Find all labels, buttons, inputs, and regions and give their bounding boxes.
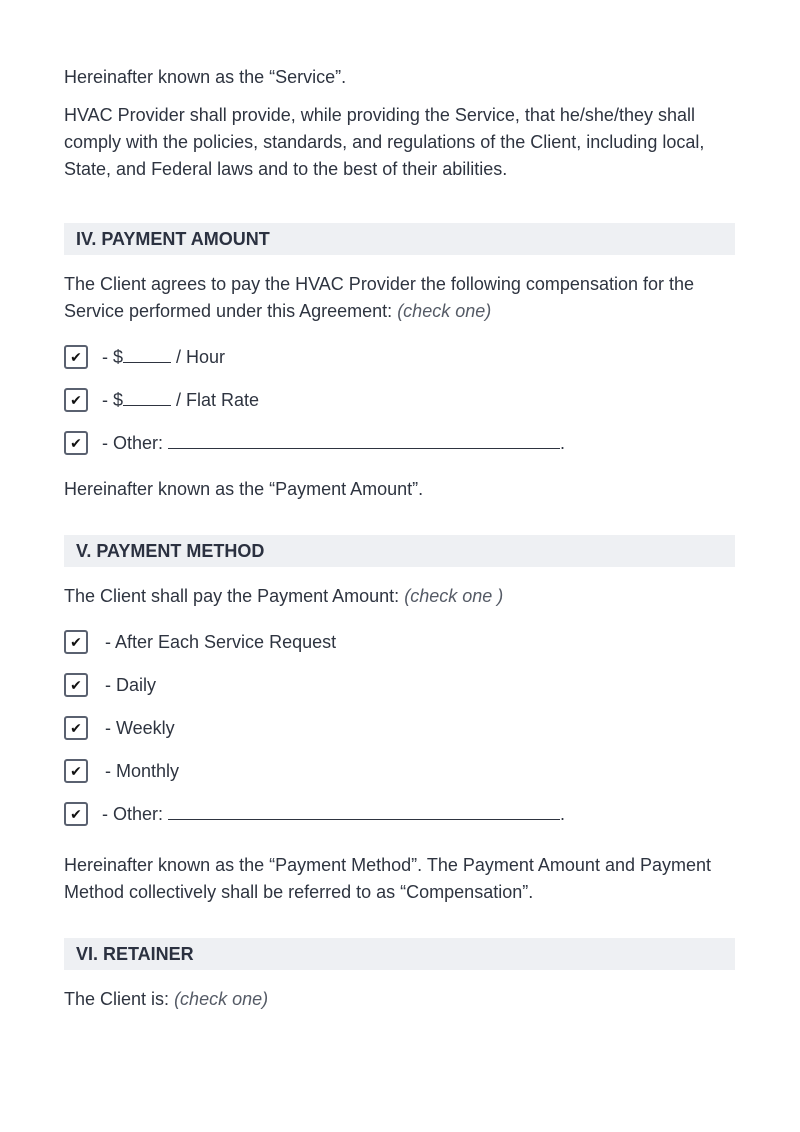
section-heading-retainer xyxy=(64,938,735,970)
option-prefix: - $ xyxy=(102,347,124,367)
option-label: - Daily xyxy=(105,675,157,695)
service-known-as: Hereinafter known as the “Service”. xyxy=(64,67,347,87)
section-heading-payment-method xyxy=(64,535,735,567)
other-blank[interactable] xyxy=(168,430,560,449)
section-heading-text: IV. PAYMENT AMOUNT xyxy=(76,229,270,249)
payment-amount-intro-text: The Client agrees to pay the HVAC Provider the following compensation for the Service performed under this Agreement: xyxy=(64,274,694,321)
checkbox-daily[interactable]: ✔ xyxy=(64,673,88,697)
payment-method-known-as: Hereinafter known as the “Payment Method”. The Payment Amount and Payment Method collectively shall be referred to as “Compensation”. xyxy=(64,855,712,902)
checkbox-weekly[interactable]: ✔ xyxy=(64,716,88,740)
checkbox-flat-rate[interactable]: ✔ xyxy=(64,388,88,412)
option-label xyxy=(102,344,225,370)
payment-amount-known-as: Hereinafter known as the “Payment Amount”. xyxy=(64,479,424,499)
checkbox-hourly[interactable]: ✔ xyxy=(64,345,88,369)
section-heading-text: V. PAYMENT METHOD xyxy=(76,541,265,561)
checkbox-other[interactable]: ✔ xyxy=(64,431,88,455)
payment-method-intro-text: The Client shall pay the Payment Amount: xyxy=(64,586,400,606)
retainer-check-note: (check one) xyxy=(174,989,269,1009)
amount-blank[interactable] xyxy=(123,344,171,363)
payment-method-intro xyxy=(64,583,740,610)
retainer-intro-text: The Client is: xyxy=(64,989,170,1009)
checkbox-monthly[interactable]: ✔ xyxy=(64,759,88,783)
option-label xyxy=(102,430,565,456)
option-label: - Monthly xyxy=(105,761,180,781)
checkbox-after-each-service[interactable]: ✔ xyxy=(64,630,88,654)
checkbox-method-other[interactable]: ✔ xyxy=(64,802,88,826)
option-label: - Weekly xyxy=(105,718,175,738)
option-prefix: - Other: xyxy=(102,804,164,824)
option-suffix: . xyxy=(560,804,566,824)
payment-amount-check-note: (check one) xyxy=(397,301,492,321)
option-prefix: - $ xyxy=(102,390,124,410)
payment-method-check-note: (check one ) xyxy=(404,586,504,606)
section-heading-payment-amount xyxy=(64,223,735,255)
retainer-intro xyxy=(64,986,740,1013)
amount-blank[interactable] xyxy=(123,387,171,406)
section-heading-text: VI. RETAINER xyxy=(76,944,194,964)
option-label xyxy=(102,801,565,827)
other-blank[interactable] xyxy=(168,801,560,820)
option-label xyxy=(102,387,259,413)
option-prefix: - Other: xyxy=(102,433,164,453)
option-suffix: / Flat Rate xyxy=(176,390,260,410)
option-suffix: . xyxy=(560,433,566,453)
option-suffix: / Hour xyxy=(176,347,226,367)
payment-amount-intro xyxy=(64,271,740,325)
option-label: - After Each Service Request xyxy=(105,632,337,652)
service-compliance-paragraph: HVAC Provider shall provide, while providing the Service, that he/she/they shall comply with the policies, standards, and regulations of the Client, including local, State, and Federal laws and to the best of their abilities. xyxy=(64,105,705,179)
